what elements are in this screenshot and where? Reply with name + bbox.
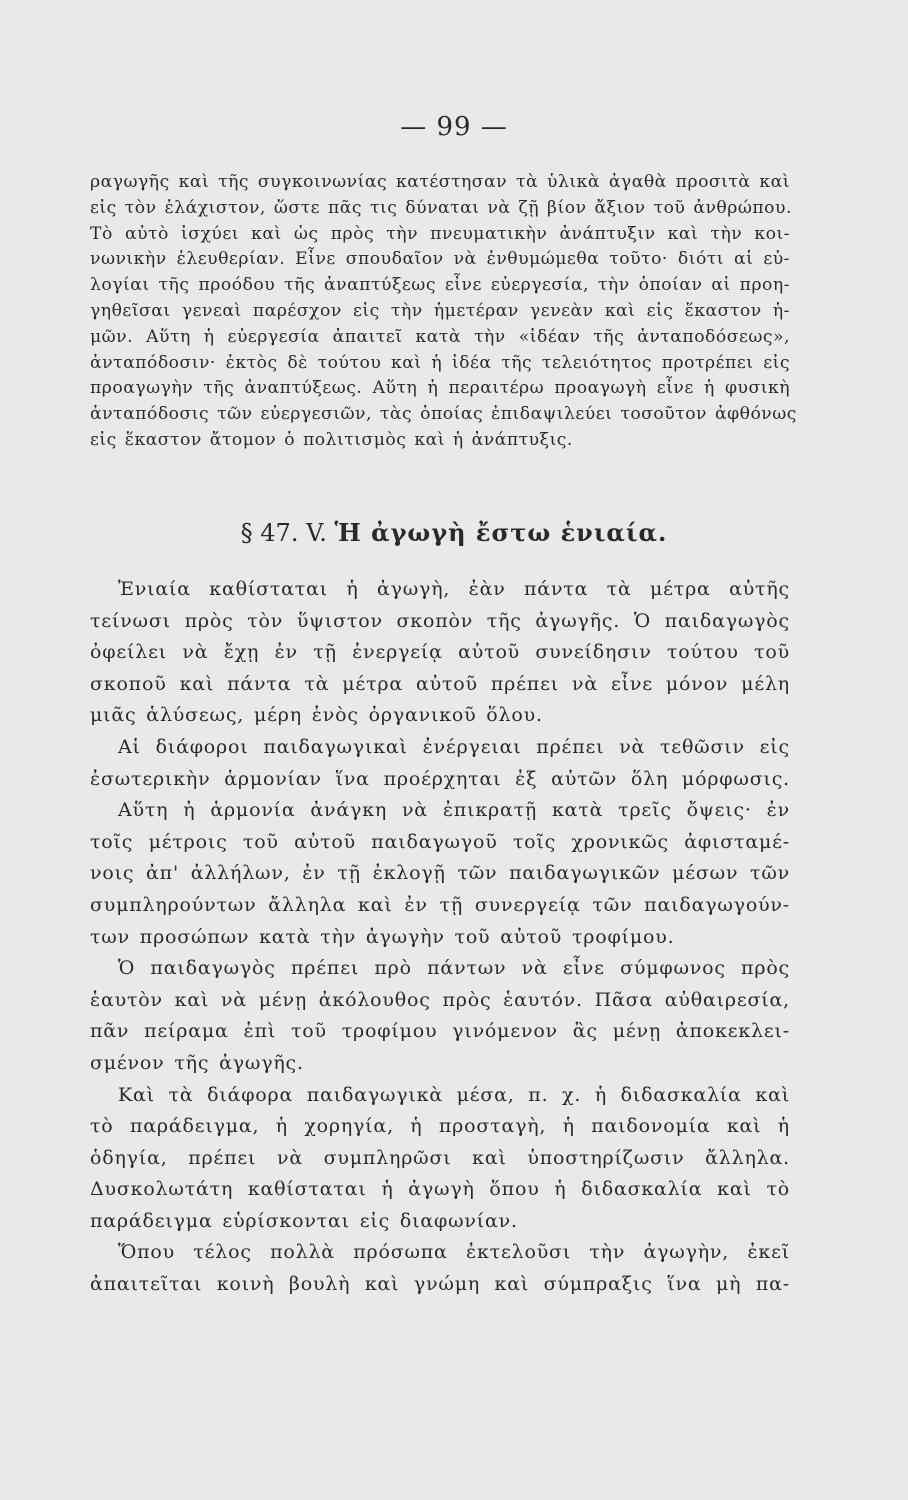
text-line: τοῖς μέτροις τοῦ αὐτοῦ παιδαγωγοῦ τοῖς χρονικῶς ἀφισταμέ-: [90, 830, 790, 853]
text-line: εἰς ἕκαστον ἄτομον ὁ πολιτισμὸς καὶ ἡ ἀνάπτυξις.: [90, 429, 573, 450]
text-line: προαγωγὴν τῆς ἀναπτύξεως. Αὕτη ἡ περαιτέρω προαγωγὴ εἶνε ἡ φυσικὴ: [90, 378, 790, 399]
text-line: ἑαυτὸν καὶ νὰ μένῃ ἀκόλουθος πρὸς ἑαυτόν. Πᾶσα αὐθαιρεσία,: [90, 988, 790, 1011]
text-line: νωνικὴν ἐλευθερίαν. Εἶνε σπουδαῖον νὰ ἐνθυμώμεθα τοῦτο· διότι αἱ εὐ-: [90, 249, 790, 270]
text-line: νοις ἀπ' ἀλλήλων, ἐν τῇ ἐκλογῇ τῶν παιδαγωγικῶν μέσων τῶν: [90, 862, 790, 885]
text-line: μῶν. Αὕτη ἡ εὐεργεσία ἀπαιτεῖ κατὰ τὴν «ἰδέαν τῆς ἀνταποδόσεως»,: [90, 326, 790, 347]
text-line: παράδειγμα εὑρίσκονται εἰς διαφωνίαν.: [90, 1209, 518, 1232]
section-title: Ἡ ἀγωγὴ ἔστω ἑνιαία.: [334, 518, 668, 547]
text-line: ὁδηγία, πρέπει νὰ συμπληρῶσι καὶ ὑποστηρίζωσιν ἄλληλα.: [90, 1146, 790, 1169]
text-line: Αὕτη ἡ ἁρμονία ἀνάγκη νὰ ἐπικρατῇ κατὰ τρεῖς ὄψεις· ἐν: [118, 799, 790, 822]
text-line: συμπληρούντων ἄλληλα καὶ ἐν τῇ συνεργείᾳ τῶν παιδαγωγούν-: [90, 893, 790, 916]
section-heading: [0, 518, 908, 547]
section-body: [90, 574, 790, 1301]
text-line: ὀφείλει νὰ ἔχῃ ἐν τῇ ἐνεργείᾳ αὐτοῦ συνείδησιν τούτου τοῦ: [90, 641, 790, 664]
text-line: Αἱ διάφοροι παιδαγωγικαὶ ἐνέργειαι πρέπει νὰ τεθῶσιν εἰς: [118, 735, 790, 758]
text-line: λογίαι τῆς προόδου τῆς ἀναπτύξεως εἶνε εὐεργεσία, τὴν ὁποίαν αἱ προη-: [90, 275, 790, 296]
text-line: ἀπαιτεῖται κοινὴ βουλὴ καὶ γνώμη καὶ σύμπραξις ἵνα μὴ πα-: [90, 1273, 790, 1296]
text-line: τείνωσι πρὸς τὸν ὕψιστον σκοπὸν τῆς ἀγωγῆς. Ὁ παιδαγωγὸς: [90, 609, 790, 632]
paragraph-continued: [90, 170, 797, 454]
text-line: ραγωγῆς καὶ τῆς συγκοινωνίας κατέστησαν τὰ ὑλικὰ ἀγαθὰ προσιτὰ καὶ: [90, 172, 790, 192]
text-line: τὸ παράδειγμα, ἡ χορηγία, ἡ προσταγὴ, ἡ παιδονομία καὶ ἡ: [90, 1115, 790, 1138]
text-line: Καὶ τὰ διάφορα παιδαγωγικὰ μέσα, π. χ. ἡ διδασκαλία καὶ: [118, 1083, 790, 1106]
text-line: γηθεῖσαι γενεαὶ παρέσχον εἰς τὴν ἡμετέραν γενεὰν καὶ εἰς ἕκαστον ἡ-: [90, 300, 790, 321]
text-line: σκοποῦ καὶ πάντα τὰ μέτρα αὐτοῦ πρέπει νὰ εἶνε μόνον μέλη: [90, 672, 790, 695]
text-line: Ὁ παιδαγωγὸς πρέπει πρὸ πάντων νὰ εἶνε σύμφωνος πρὸς: [118, 957, 790, 980]
text-line: ἀνταπόδοσιν· ἐκτὸς δὲ τούτου καὶ ἡ ἰδέα τῆς τελειότητος προτρέπει εἰς: [90, 352, 790, 373]
text-line: Ἑνιαία καθίσταται ἡ ἀγωγὴ, ἐὰν πάντα τὰ μέτρα αὐτῆς: [118, 578, 790, 600]
text-line: μιᾶς ἁλύσεως, μέρη ἑνὸς ὀργανικοῦ ὅλου.: [90, 704, 543, 727]
text-line: Δυσκολωτάτη καθίσταται ἡ ἀγωγὴ ὅπου ἡ διδασκαλία καὶ τὸ: [90, 1178, 790, 1201]
text-line: πᾶν πείραμα ἐπὶ τοῦ τροφίμου γινόμενον ἂς μένῃ ἀποκεκλει-: [90, 1020, 790, 1043]
text-line: Ὅπου τέλος πολλὰ πρόσωπα ἐκτελοῦσι τὴν ἀγωγὴν, ἐκεῖ: [118, 1241, 790, 1264]
section-number: § 47. V.: [240, 519, 327, 547]
text-line: ἐσωτερικὴν ἁρμονίαν ἵνα προέρχηται ἐξ αὐτῶν ὅλη μόρφωσις.: [90, 767, 790, 790]
text-line: Τὸ αὐτὸ ἰσχύει καὶ ὡς πρὸς τὴν πνευματικὴν ἀνάπτυξιν καὶ τὴν κοι-: [90, 223, 790, 244]
text-line: των προσώπων κατὰ τὴν ἀγωγὴν τοῦ αὐτοῦ τροφίμου.: [90, 925, 675, 948]
text-line: σμένον τῆς ἀγωγῆς.: [90, 1051, 304, 1074]
page-number: — 99 —: [400, 112, 508, 142]
text-line: εἰς τὸν ἐλάχιστον, ὥστε πᾶς τις δύναται νὰ ζῇ βίον ἄξιον τοῦ ἀνθρώπου.: [90, 197, 792, 218]
text-line: ἀνταπόδοσις τῶν εὐεργεσιῶν, τὰς ὁποίας ἐπιδαψιλεύει τοσοῦτον ἀφθόνως: [90, 404, 797, 425]
